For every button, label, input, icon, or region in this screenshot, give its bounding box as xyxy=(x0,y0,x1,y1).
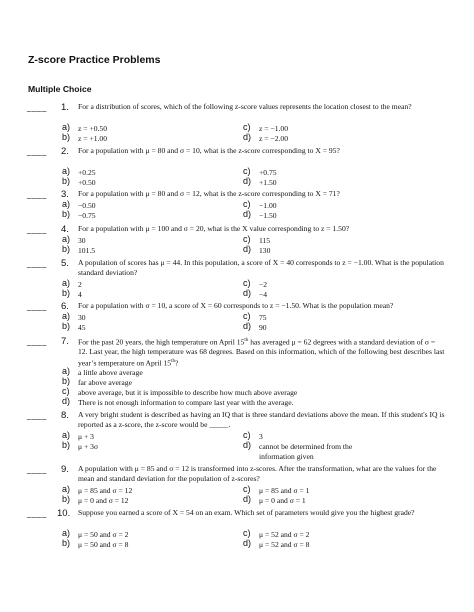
answer-blank[interactable]: ____ xyxy=(27,302,47,311)
question-number: 1. xyxy=(61,102,69,113)
question-stem: Suppose you earned a score of X = 54 on an exam. Which set of parameters would give you the highest grade? xyxy=(78,508,415,517)
question-number: 8. xyxy=(61,410,69,421)
question-number: 7. xyxy=(61,336,69,347)
question-stem: For a population with μ = 80 and σ = 10, what is the z-score corresponding to X = 95? xyxy=(78,146,340,155)
question-number: 4. xyxy=(61,224,69,235)
answer-blank[interactable]: ____ xyxy=(27,337,47,346)
question-stem: For a distribution of scores, which of the following z-score values represents the location closest to the mean? xyxy=(78,102,412,111)
section-heading: Multiple Choice xyxy=(28,84,92,94)
question-stem: For a population with σ = 10, a score of X = 60 corresponds to z = −1.50. What is the population mean? xyxy=(78,301,394,310)
question-number: 3. xyxy=(61,189,69,200)
page-title: Z-score Practice Problems xyxy=(28,54,161,66)
question-number: 10. xyxy=(57,508,71,519)
answer-blank[interactable]: ____ xyxy=(27,411,47,420)
question-stem: For the past 20 years, the high temperature on April 15th has averaged μ = 62 degrees with a standard deviation of σ = 12. Last year, the high temperature was 68 degrees. Based on this information, which of the following best describes last year’s temperature on April 15th? xyxy=(78,337,445,368)
answer-blank[interactable]: ____ xyxy=(27,147,47,156)
answer-blank[interactable]: ____ xyxy=(27,225,47,234)
answer-blank[interactable]: ____ xyxy=(27,190,47,199)
answer-blank[interactable]: ____ xyxy=(27,103,47,112)
question-stem: A population of scores has μ = 44. In this population, a score of X = 40 corresponds to z = −1.00. What is the population standard deviation? xyxy=(78,258,444,277)
answer-blank[interactable]: ____ xyxy=(27,509,47,518)
question-stem: For a population with μ = 80 and σ = 12, what is the z-score corresponding to X = 71? xyxy=(78,189,340,198)
question-stem: A population with μ = 85 and σ = 12 is transformed into z-scores. After the transformation, what are the values for the mean and standard deviation for the population of z-scores? xyxy=(78,464,437,483)
answer-blank[interactable]: ____ xyxy=(27,259,47,268)
question-number: 9. xyxy=(61,464,69,475)
question-number: 2. xyxy=(61,146,69,157)
question-stem: For a population with μ = 100 and σ = 20, what is the X value corresponding to z = 1.50? xyxy=(78,224,350,233)
question-number: 5. xyxy=(61,258,69,269)
question-number: 6. xyxy=(61,301,69,312)
answer-blank[interactable]: ____ xyxy=(27,465,47,474)
question-stem: A very bright student is described as having an IQ that is three standard deviations above the mean. If this student's IQ is reported as a z-score, the z-score would be _____. xyxy=(78,410,445,429)
